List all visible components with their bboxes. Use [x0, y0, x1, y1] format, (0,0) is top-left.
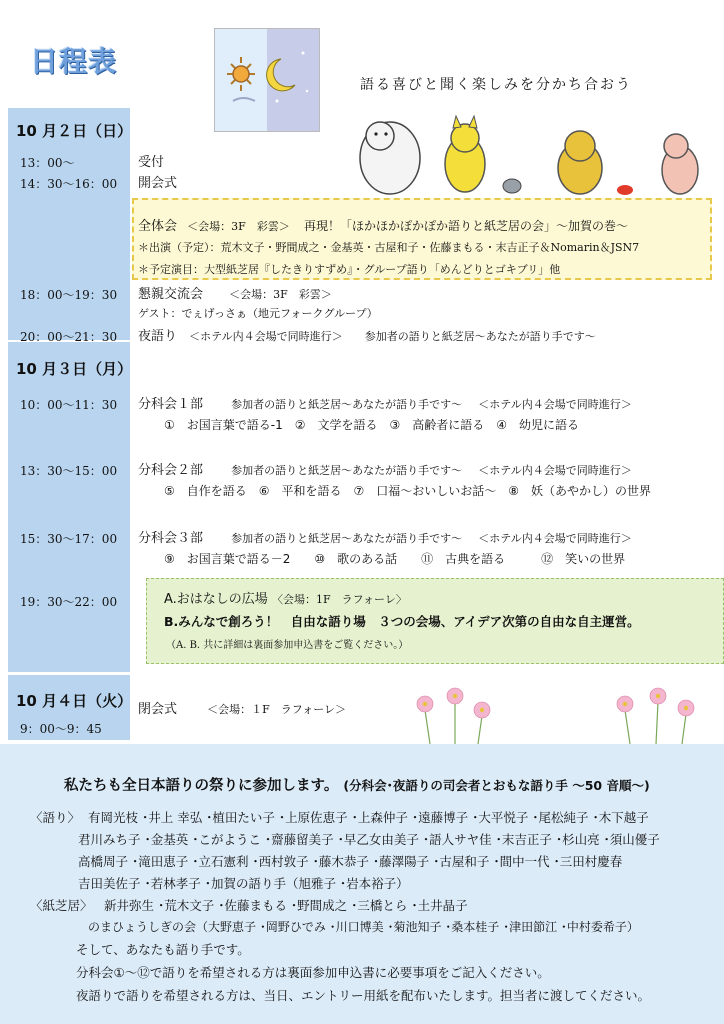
cosmos-flower-icon	[400, 680, 510, 744]
session1-note: ＜ホテル内４会場で同時進行＞	[478, 398, 632, 411]
reception-label: 懇親交流会	[138, 287, 204, 302]
polar-bear-icon	[360, 122, 420, 194]
session3-topics: ⑨ お国言葉で語る－2 ⑩ 歌のある話 ⑪ 古典を語る ⑫ 笑いの世界	[164, 552, 626, 566]
day-night-illustration	[214, 28, 320, 132]
night-label: 夜語り	[138, 329, 178, 344]
mouse-icon	[503, 179, 521, 193]
day3-row	[138, 698, 346, 717]
animals-illustration	[340, 108, 724, 200]
participants-lead-text: 私たちも全日本語りの祭りに参加します。	[64, 778, 339, 794]
plenary-program: ＊予定演目：大型紙芝居『したきりすずめ』・グループ語り「めんどりとゴキブリ」他	[138, 263, 561, 276]
session1-desc: 参加者の語りと紙芝居～あなたが語り手です～	[231, 398, 463, 411]
day3-venue: ＜会場：１F ラフォーレ＞	[207, 703, 347, 716]
katari-line-4: 吉田美佐子 ･若林孝子 ･加賀の語り手（旭雅子 ･岩本裕子）	[78, 876, 409, 891]
katari-label: 〈語り〉	[30, 810, 81, 825]
day3-time: 9：00～9：45	[20, 722, 102, 736]
day2-sidebar	[8, 342, 133, 672]
plenary-label: 全体会	[138, 219, 178, 234]
day1-time-opening: 14：30～16：00	[20, 177, 118, 191]
day2-date: 10 月３日（月）	[16, 360, 133, 378]
session2-row	[138, 459, 632, 478]
reception-time: 18：00～19：30	[20, 288, 118, 302]
session1-topics: ① お国言葉で語る-1 ② 文学を語る ③ 高齢者に語る ④ 幼児に語る	[164, 418, 579, 432]
plenary-headline: 再現！「ほかほかぽかぽか語りと紙芝居の会」～加賀の巻～	[303, 219, 628, 233]
night-desc: 参加者の語りと紙芝居～あなたが語り手です～	[364, 330, 596, 343]
day1-sidebar	[8, 108, 133, 340]
plenary-title-row	[138, 215, 628, 234]
cosmos-flower-icon-2	[600, 680, 710, 744]
night-note: ＜ホテル内４会場で同時進行＞	[189, 330, 343, 343]
day3-label: 閉会式	[138, 702, 178, 717]
session1-time: 10：00～11：30	[20, 398, 118, 412]
session2-label: 分科会２部	[138, 463, 204, 478]
reception-row	[138, 283, 332, 302]
plaza-time: 19：30～22：00	[20, 595, 118, 609]
night-row	[138, 325, 596, 344]
plenary-cast: ＊出演（予定）：荒木文子・野間成之・金基英・古屋和子・佐藤まもる・末吉正子＆Nomarin＆JSN7	[138, 241, 640, 254]
plaza-line-a	[164, 588, 407, 607]
tanuki-icon	[558, 131, 602, 194]
session2-desc: 参加者の語りと紙芝居～あなたが語り手です～	[231, 464, 463, 477]
reception-venue: ＜会場：3F 彩雲＞	[229, 288, 332, 301]
session1-label: 分科会１部	[138, 397, 204, 412]
session3-label: 分科会３部	[138, 531, 204, 546]
session2-time: 13：30～15：00	[20, 464, 118, 478]
sun-moon-icon	[215, 29, 319, 131]
crab-icon	[617, 185, 633, 195]
cat-icon	[445, 116, 485, 192]
participants-lead	[64, 774, 650, 795]
page-title: 日程表	[30, 45, 118, 78]
session3-desc: 参加者の語りと紙芝居～あなたが語り手です～	[231, 532, 463, 545]
session1-row	[138, 393, 632, 412]
plaza-line-b: B.みんなで創ろう！ 自由な語り場 ３つの会場、アイデア次第の自由な自主運営。	[164, 614, 640, 629]
plenary-venue: ＜会場：3F 彩雲＞	[187, 220, 290, 233]
day1-reception-label: 受付	[138, 155, 165, 170]
plaza-note: （A. B. 共に詳細は裏面参加申込書をご覧ください。）	[166, 640, 409, 651]
katari-line-2: 君川みち子 ･金基英 ･こがようこ ･齋藤留美子 ･早乙女由美子 ･語人サヤ佳 ･末吉正子 ･杉山亮 ･須山優子	[78, 832, 660, 847]
katari-line-3: 高橋周子 ･滝田恵子 ･立石憲利 ･西村敦子 ･藤木恭子 ･藤澤陽子 ･古屋和子 ･間中一代 ･三田村慶春	[78, 854, 623, 869]
katari-line-1: 有岡光枝 ･井上 幸弘 ･植田たい子 ･上原佐恵子 ･上森仲子 ･遠藤博子 ･大平悦子 ･尾松純子 ･木下越子	[88, 810, 649, 825]
kamishibai-line-2: のまひょうしぎの会（大野恵子 ･岡野ひでみ ･川口博美 ･菊池知子 ･桑本桂子 ･津田節江 ･中村委希子）	[88, 920, 639, 934]
day1-time-reception: 13：00～	[20, 156, 75, 170]
session2-note: ＜ホテル内４会場で同時進行＞	[478, 464, 632, 477]
session3-row	[138, 527, 632, 546]
night-time: 20：00～21：30	[20, 330, 118, 344]
session2-topics: ⑤ 自作を語る ⑥ 平和を語る ⑦ 口福～おいしいお話～ ⑧ 妖（あやかし）の世界	[164, 484, 652, 498]
closing-line-3: 夜語りで語りを希望される方は、当日、エントリー用紙を配布いたします。担当者に渡してください。	[76, 988, 651, 1003]
session3-note: ＜ホテル内４会場で同時進行＞	[478, 532, 632, 545]
day3-date: 10 月４日（火）	[16, 692, 133, 710]
pig-icon	[662, 134, 698, 194]
day1-opening-label: 開会式	[138, 176, 178, 191]
reception-guest: ゲスト：でぇげっさぁ（地元フォークグループ）	[138, 307, 378, 320]
plaza-a-label: A.おはなしの広場	[164, 592, 268, 607]
participants-lead-note: (分科会･夜語りの司会者とおもな語り手 ～50 音順～)	[343, 778, 650, 793]
slogan: 語る喜びと聞く楽しみを分かち合おう	[360, 77, 632, 93]
closing-line-2: 分科会①～⑫で語りを希望される方は裏面参加申込書に必要事項をご記入ください。	[76, 965, 550, 980]
session3-time: 15：30～17：00	[20, 532, 118, 546]
closing-line-1: そして、あなたも語り手です。	[76, 942, 250, 957]
kamishibai-label: 〈紙芝居〉	[30, 898, 93, 913]
day1-date: 10 月２日（日）	[16, 122, 133, 140]
plaza-a-venue: 〈会場：1F ラフォーレ〉	[271, 593, 407, 606]
kamishibai-line-1: 新井弥生 ･荒木文子 ･佐藤まもる ･野間成之 ･三橋とら ･土井晶子	[104, 898, 468, 913]
